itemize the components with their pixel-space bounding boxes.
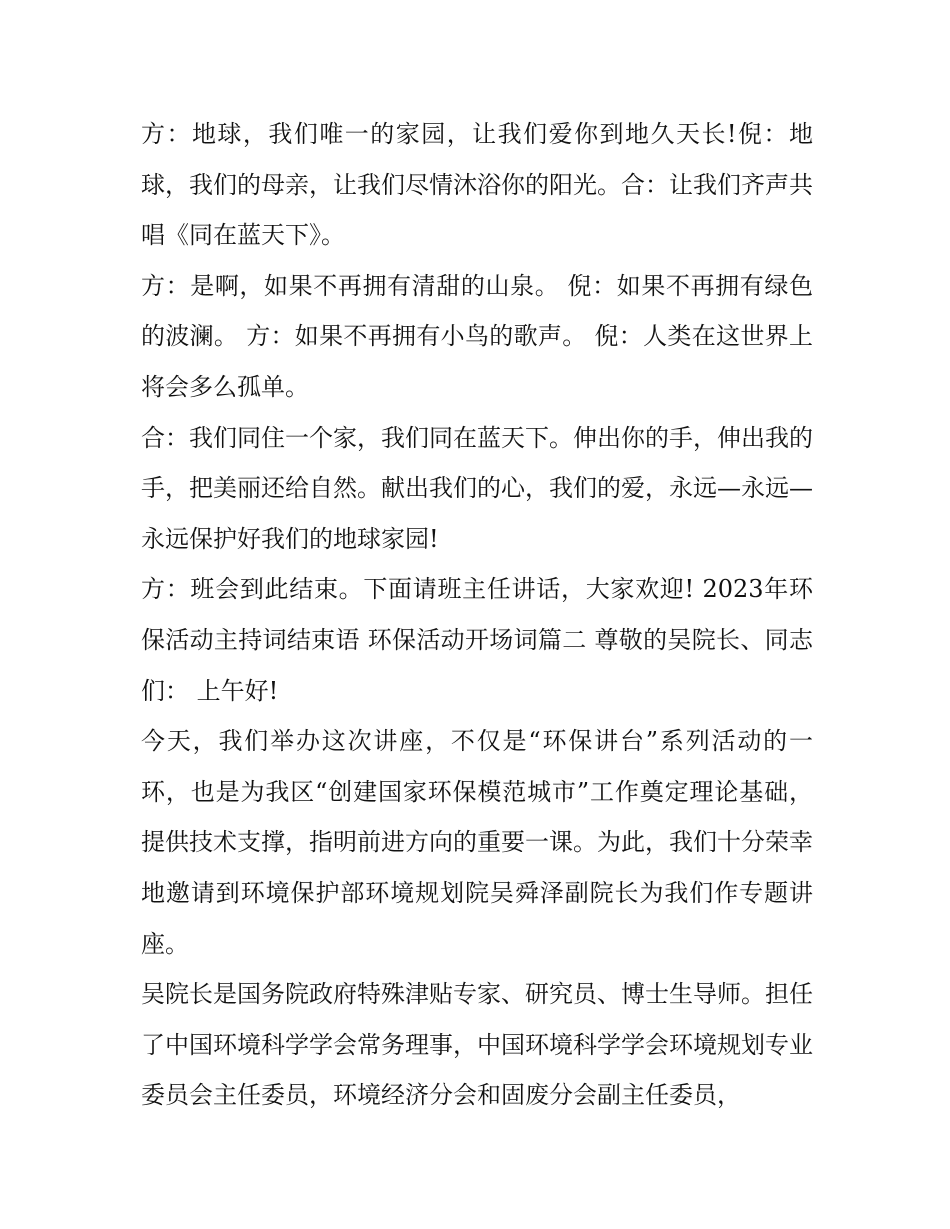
paragraph-3: 合：我们同住一个家，我们同在蓝天下。伸出你的手，伸出我的手，把美丽还给自然。献出我们的心，我们的爱，永远—永远—永远保护好我们的地球家园! — [141, 423, 813, 553]
paragraph-2: 方：是啊，如果不再拥有清甜的山泉。 倪：如果不再拥有绿色的波澜。 方：如果不再拥有小鸟的歌声。 倪：人类在这世界上将会多么孤单。 — [141, 271, 813, 401]
paragraph-1: 方：地球，我们唯一的家园，让我们爱你到地久天长!倪：地球，我们的母亲，让我们尽情沐浴你的阳光。合：让我们齐声共唱《同在蓝天下》。 — [141, 120, 813, 250]
paragraph-6: 吴院长是国务院政府特殊津贴专家、研究员、博士生导师。担任了中国环境科学学会常务理事，中国环境科学学会环境规划专业委员会主任委员，环境经济分会和固废分会副主任委员， — [141, 980, 813, 1110]
document-body — [141, 109, 813, 1121]
paragraph-4: 方：班会到此结束。下面请班主任讲话，大家欢迎! 2023年环保活动主持词结束语 环保活动开场词篇二 尊敬的吴院长、同志们： 上午好! — [141, 575, 813, 705]
paragraph-5: 今天，我们举办这次讲座，不仅是“环保讲台”系列活动的一环，也是为我区“创建国家环保模范城市”工作奠定理论基础，提供技术支撑，指明前进方向的重要一课。为此，我们十分荣幸地邀请到环境保护部环境规划院吴舜泽副院长为我们作专题讲座。 — [141, 727, 813, 958]
